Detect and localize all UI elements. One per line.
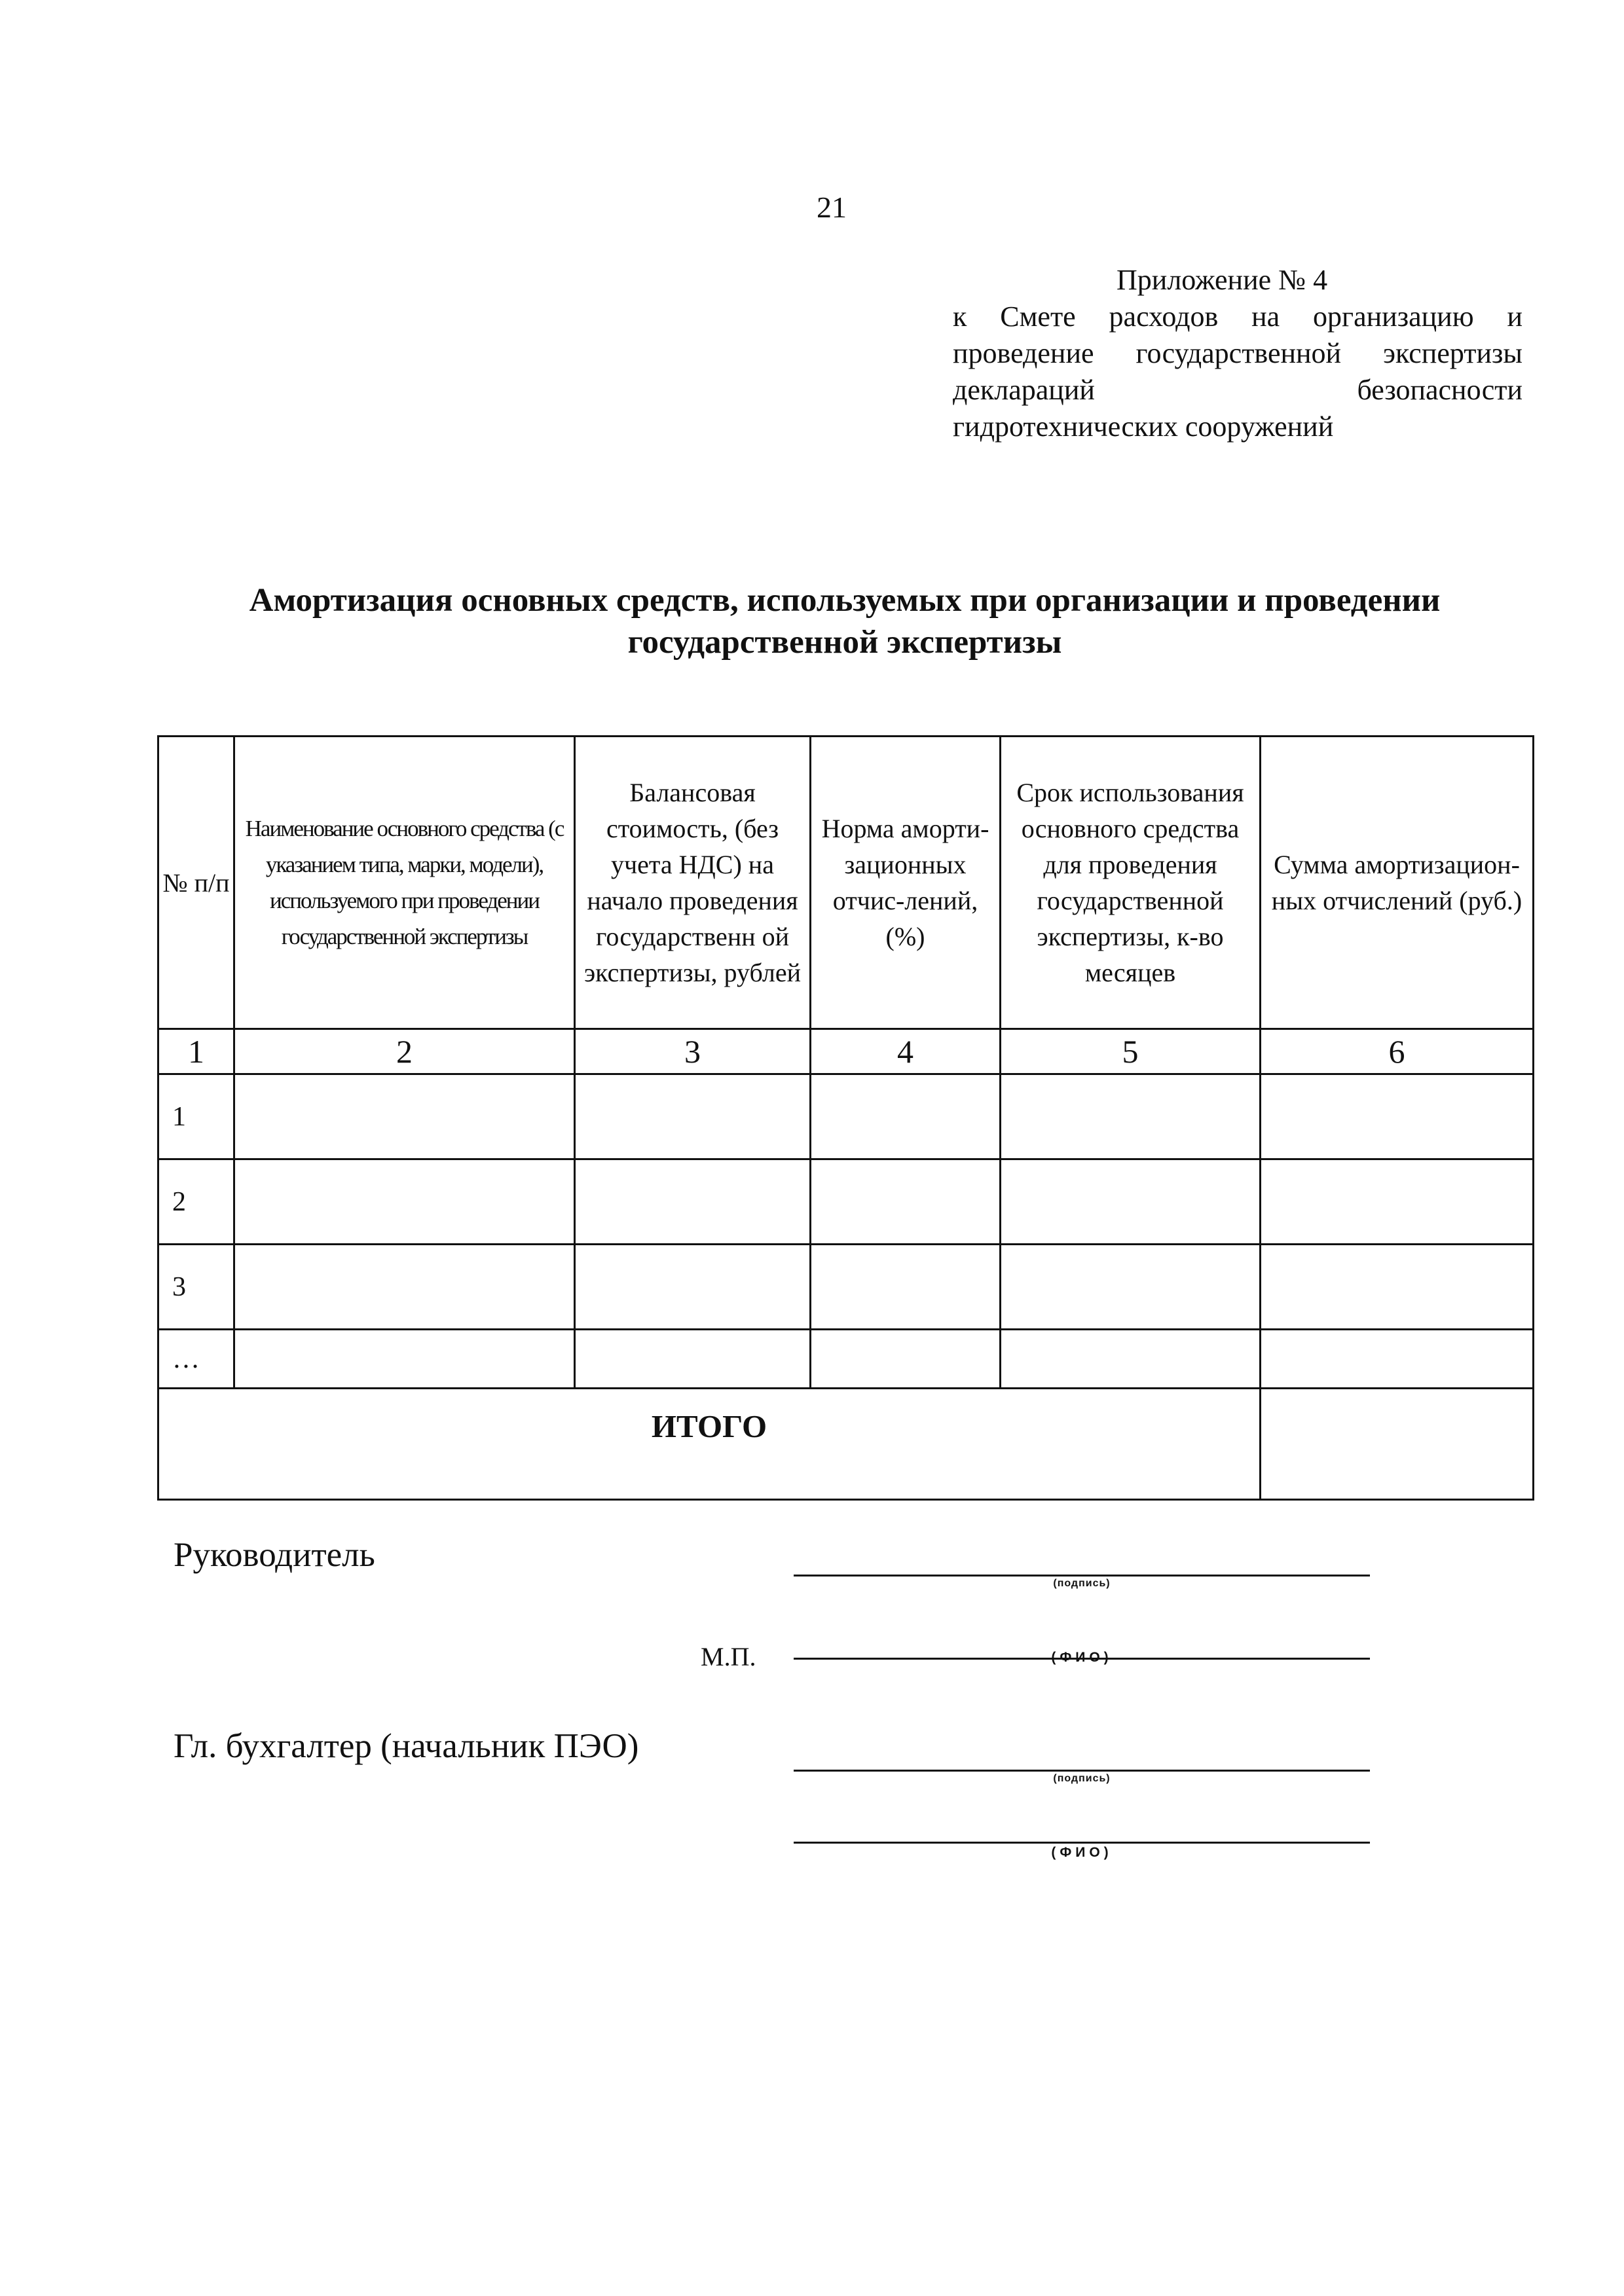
table-cell (811, 1074, 1001, 1159)
header-depreciation-sum: Сумма амортизацион-ных отчислений (руб.) (1261, 737, 1534, 1029)
table-cell (575, 1159, 811, 1245)
table-cell (811, 1330, 1001, 1389)
table-cell (1261, 1074, 1534, 1159)
appendix-note (953, 262, 1522, 445)
document-title-line-2: государственной экспертизы (627, 624, 1062, 661)
total-sum-cell (1261, 1389, 1534, 1500)
header-asset-name: Наименование основного средства (с указанием типа, марки, модели), используемого при проведении государственной экспертизы (234, 737, 575, 1029)
column-number: 5 (1001, 1029, 1261, 1074)
table-cell (811, 1159, 1001, 1245)
row-number: 1 (158, 1074, 234, 1159)
appendix-title: Приложение № 4 (1116, 264, 1328, 296)
appendix-line-2: проведение государственной экспертизы (953, 337, 1522, 369)
row-number: 3 (158, 1245, 234, 1330)
table-cell (1001, 1074, 1261, 1159)
table-cell (234, 1159, 575, 1245)
table-cell (1261, 1245, 1534, 1330)
header-number: № п/п (158, 737, 234, 1029)
column-number-row (158, 1029, 1534, 1074)
table-cell (575, 1245, 811, 1330)
head-label: Руководитель (174, 1536, 375, 1574)
table-cell (234, 1245, 575, 1330)
accountant-signature-hint: (подпись) (1053, 1773, 1111, 1784)
accountant-name-line (794, 1842, 1370, 1844)
column-number: 2 (234, 1029, 575, 1074)
appendix-line-4: гидротехнических сооружений (953, 410, 1334, 443)
column-number: 6 (1261, 1029, 1534, 1074)
table-row (158, 1330, 1534, 1389)
accountant-label: Гл. бухгалтер (начальник ПЭО) (174, 1727, 639, 1765)
column-number: 3 (575, 1029, 811, 1074)
table-cell (234, 1074, 575, 1159)
accountant-name-hint: (ФИО) (1051, 1845, 1113, 1860)
table-cell (575, 1330, 811, 1389)
table-header-row (158, 737, 1534, 1029)
head-signature-hint: (подпись) (1053, 1578, 1111, 1589)
row-number: … (158, 1330, 234, 1389)
column-number: 4 (811, 1029, 1001, 1074)
table-cell (1261, 1159, 1534, 1245)
table-row (158, 1245, 1534, 1330)
table-cell (811, 1245, 1001, 1330)
page-number: 21 (817, 191, 847, 224)
total-row (158, 1389, 1534, 1500)
table-cell (1261, 1330, 1534, 1389)
table-cell (234, 1330, 575, 1389)
appendix-line-3: деклараций безопасности (953, 374, 1522, 406)
appendix-line-1: к Смете расходов на организацию и (953, 301, 1522, 333)
document-title-line-1: Амортизация основных средств, используемых при организации и проведении (249, 582, 1441, 619)
row-number: 2 (158, 1159, 234, 1245)
depreciation-table (157, 735, 1534, 1501)
head-name-hint: (ФИО) (1051, 1650, 1113, 1665)
total-label: ИТОГО (158, 1389, 1261, 1500)
header-depreciation-rate: Норма аморти-зационных отчис-лений, (%) (811, 737, 1001, 1029)
stamp-label: М.П. (701, 1642, 756, 1671)
head-signature-line (794, 1575, 1370, 1576)
table-cell (1001, 1330, 1261, 1389)
header-usage-period: Срок использования основного средства для проведения государственной экспертизы, к-во месяцев (1001, 737, 1261, 1029)
table-cell (1001, 1159, 1261, 1245)
table-row (158, 1074, 1534, 1159)
header-book-value: Балансовая стоимость, (без учета НДС) на начало проведения государственн ой экспертизы, рублей (575, 737, 811, 1029)
table-cell (1001, 1245, 1261, 1330)
accountant-signature-line (794, 1770, 1370, 1772)
document-title (131, 579, 1559, 663)
column-number: 1 (158, 1029, 234, 1074)
table-row (158, 1159, 1534, 1245)
table-cell (575, 1074, 811, 1159)
